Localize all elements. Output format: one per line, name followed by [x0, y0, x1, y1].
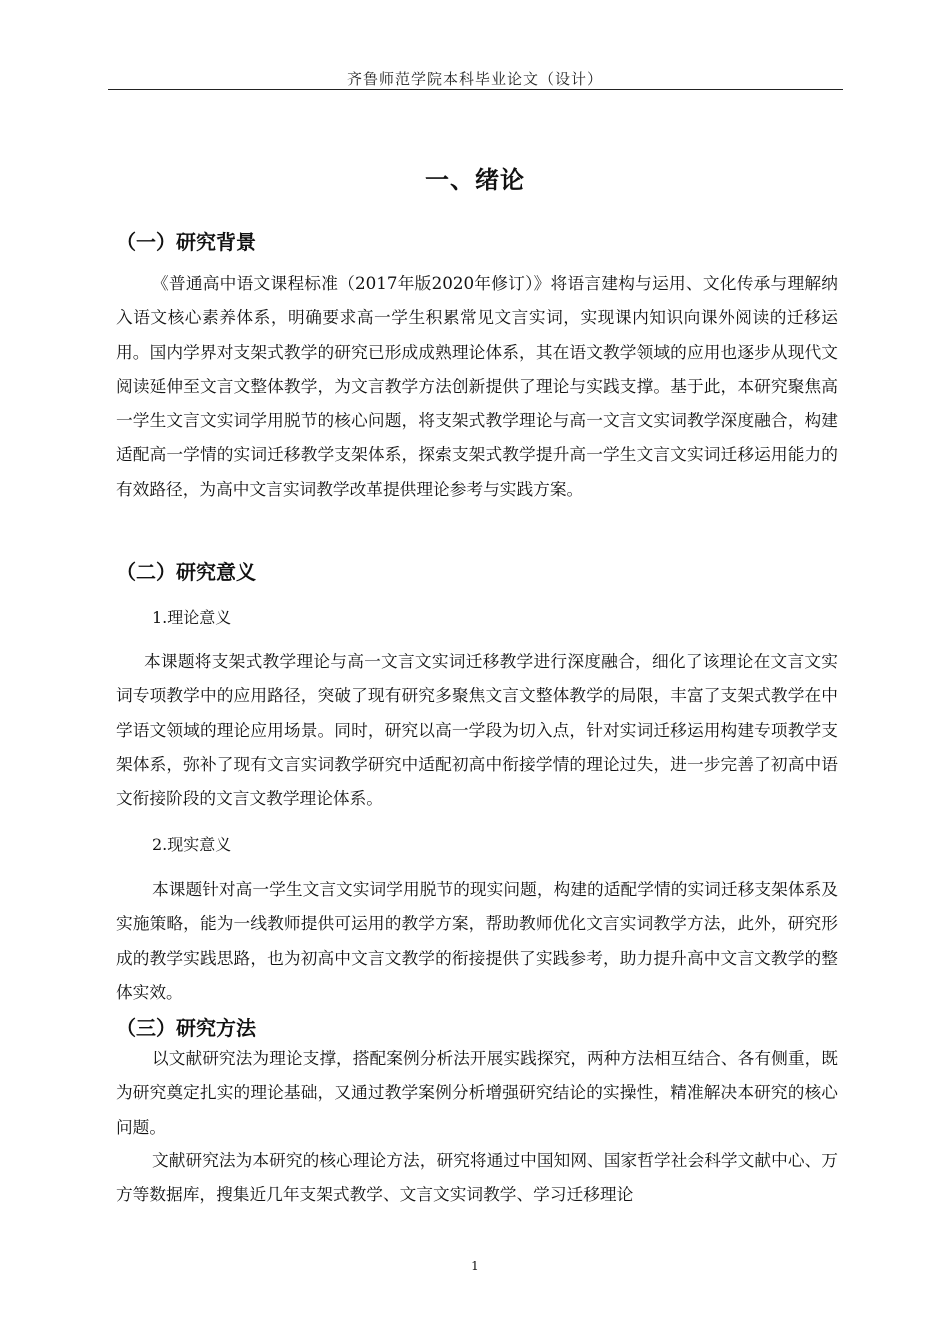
methods-paragraph-1: 以文献研究法为理论支撑，搭配案例分析法开展实践探究，两种方法相互结合、各有侧重，既为研究奠定扎实的理论基础，又通过教学案例分析增强研究结论的实操性，精准解决本研究的核心问题。 [116, 1048, 838, 1137]
section-heading-methods: （三）研究方法 [116, 1016, 256, 1040]
page-number: 1 [471, 1259, 479, 1273]
section-heading-significance: （二）研究意义 [116, 560, 256, 584]
practice-paragraph: 本课题针对高一学生文言文实词学用脱节的现实问题，构建的适配学情的实词迁移支架体系及实施策略，能为一线教师提供可运用的教学方案，帮助教师优化文言实词教学方法，此外，研究形成的教学实践思路，也为初高中文言文教学的衔接提供了实践参考，助力提升高中文言文教学的整体实效。 [116, 879, 838, 1002]
theory-paragraph: 本课题将支架式教学理论与高一文言文实词迁移教学进行深度融合，细化了该理论在文言文实词专项教学中的应用路径，突破了现有研究多聚焦文言文整体教学的局限，丰富了支架式教学在中学语文领域的理论应用场景。同时，研究以高一学段为切入点，针对实词迁移运用构建专项教学支架体系，弥补了现有文言实词教学研究中适配初高中衔接学情的理论过失，进一步完善了初高中语文衔接阶段的文言文教学理论体系。 [116, 651, 838, 809]
subheading-theory: 1.理论意义 [152, 608, 232, 627]
subheading-practice: 2.现实意义 [152, 835, 232, 854]
methods-paragraph-2: 文献研究法为本研究的核心理论方法，研究将通过中国知网、国家哲学社会科学文献中心、万方等数据库，搜集近几年支架式教学、文言文实词教学、学习迁移理论 [116, 1150, 838, 1205]
running-header: 齐鲁师范学院本科毕业论文（设计） [346, 70, 603, 88]
background-paragraph: 《普通高中语文课程标准（2017年版2020年修订）》将语言建构与运用、文化传承与理解纳入语文核心素养体系，明确要求高一学生积累常见文言实词，实现课内知识向课外阅读的迁移运用。国内学界对支架式教学的研究已形成成熟理论体系，其在语文教学领域的应用也逐步从现代文阅读延伸至文言文整体教学，为文言教学方法创新提供了理论与实践支撑。基于此，本研究聚焦高一学生文言文实词学用脱节的核心问题，将支架式教学理论与高一文言文实词教学深度融合，构建适配高一学情的实词迁移教学支架体系，探索支架式教学提升高一学生文言文实词迁移运用能力的有效路径，为高中文言实词教学改革提供理论参考与实践方案。 [116, 273, 838, 499]
header-divider [108, 89, 843, 90]
section-heading-background: （一）研究背景 [116, 230, 256, 254]
chapter-title: 一、绪论 [425, 166, 525, 194]
